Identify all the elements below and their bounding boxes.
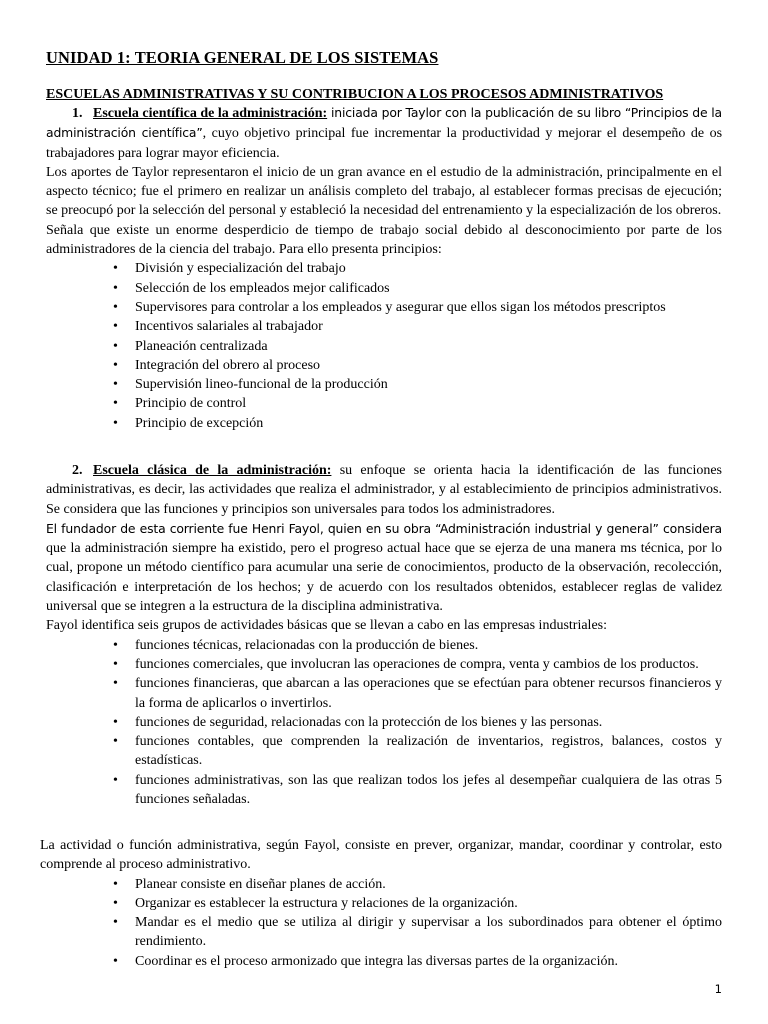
bullet-icon: •: [113, 319, 118, 335]
process-block: [40, 836, 722, 971]
section-1-intro: [46, 103, 722, 163]
section-2-number: 2.: [72, 463, 83, 478]
list-item: • Integración del obrero al proceso: [46, 356, 722, 375]
section-2-heading: Escuela clásica de la administración:: [93, 463, 332, 478]
list-item: • funciones financieras, que abarcan a las operaciones que se efectúan para obtener recursos financieros y la forma de aplicarlos o invertirlos.: [113, 676, 722, 711]
section-2-paragraph-3: Fayol identifica seis grupos de actividades básicas que se llevan a cabo en las empresas industriales:: [46, 618, 607, 634]
bullet-icon: •: [113, 953, 118, 969]
section-1-intro-rest: , cuyo objetivo principal fue incrementar la productividad y mejorar el desempeño de os trabajadores para lograr mayor eficiencia.: [46, 126, 723, 161]
fayol-rest: que la administración siempre ha existido, pero el progreso actual hace que se ejerza de una manera ms técnica, por lo cual, propone un método científico para acumular una serie de conocimientos, producto de la observación, recolección, clasificación e interpretación de los hechos; y de acuerdo con los resultados obtenidos, establecer reglas de validez universal que se integren a la estructura de la disciplina administrativa.: [46, 541, 722, 615]
list-item: • Principio de control: [46, 394, 722, 413]
list-item: • Planear consiste en diseñar planes de acción.: [46, 875, 722, 894]
list-item: • funciones comerciales, que involucran las operaciones de compra, venta y cambios de los productos.: [46, 655, 722, 674]
bullet-icon: •: [113, 676, 118, 692]
section-2-block: [46, 461, 722, 809]
list-item: • funciones contables, que comprenden la realización de inventarios, registros, balances, costos y estadísticas.: [113, 734, 722, 769]
section-2-intro: [46, 461, 722, 519]
bullet-icon: •: [113, 734, 118, 750]
bullet-icon: •: [113, 714, 118, 730]
list-item: • División y especialización del trabajo: [46, 259, 722, 278]
list-item: • funciones de seguridad, relacionadas con la protección de los bienes y las personas.: [46, 713, 722, 732]
bullet-icon: •: [113, 299, 118, 315]
list-item: • Supervisión lineo-funcional de la producción: [46, 375, 722, 394]
page-number: 1: [714, 982, 722, 996]
section-title: ESCUELAS ADMINISTRATIVAS Y SU CONTRIBUCION A LOS PROCESOS ADMINISTRATIVOS: [46, 87, 664, 102]
list-item: • Selección de los empleados mejor calificados: [46, 279, 722, 298]
bullet-icon: •: [113, 280, 118, 296]
principles-list: [46, 259, 722, 433]
functions-list: [46, 636, 722, 810]
fayol-lead: El fundador de esta corriente fue Henri Fayol, quien en su obra “Administración industrial y general” considera: [46, 520, 722, 536]
section-2-intro-text: su enfoque se orienta hacia la identificación de las funciones administrativas, es decir, las actividades que realiza el administrador, y al establecimiento de principios administrativos. Se considera que las funciones y principios son universales para todos los administradores.: [46, 463, 722, 517]
bullet-icon: •: [113, 396, 118, 412]
bullet-icon: •: [113, 895, 118, 911]
process-paragraph: La actividad o función administrativa, según Fayol, consiste en prever, organizar, mandar, coordinar y controlar, esto comprende al proceso administrativo.: [40, 838, 722, 873]
section-1-block: [46, 103, 722, 433]
list-item: • funciones técnicas, relacionadas con la producción de bienes.: [46, 636, 722, 655]
list-item: • Incentivos salariales al trabajador: [46, 317, 722, 336]
section-1-number: 1.: [72, 106, 83, 121]
list-item: • Organizar es establecer la estructura y relaciones de la organización.: [46, 894, 722, 913]
section-1-paragraph-3: Señala que existe un enorme desperdicio de tiempo de trabajo social debido al desconocimiento por parte de los administradores de la ciencia del trabajo. Para ello presenta principios:: [46, 222, 722, 258]
list-item: • Planeación centralizada: [46, 337, 722, 356]
bullet-icon: •: [113, 656, 118, 672]
section-1-heading: Escuela científica de la administración:: [93, 106, 328, 121]
list-item: • Mandar es el medio que se utiliza al dirigir y supervisar a los subordinados para obtener el óptimo rendimiento.: [113, 915, 722, 950]
list-item: • Coordinar es el proceso armonizado que integra las diversas partes de la organización.: [46, 952, 722, 971]
section-1-paragraph-2: Los aportes de Taylor representaron el inicio de un gran avance en el estudio de la administración, principalmente en el aspecto técnico; fue el primero en realizar un análisis completo del trabajo, al establecer formas precisas de ejecución; se preocupó por la selección del personal y estableció la necesidad del entrenamiento y la especialización de los obreros.: [46, 164, 722, 219]
list-item: • Principio de excepción: [46, 414, 722, 433]
bullet-icon: •: [113, 772, 118, 788]
bullet-icon: •: [113, 357, 118, 373]
unit-title: UNIDAD 1: TEORIA GENERAL DE LOS SISTEMAS: [46, 48, 439, 67]
bullet-icon: •: [113, 338, 118, 354]
section-1-book-intro: iniciada por Taylor con la publicación de su libro “Principios de la administración científica”: [46, 105, 722, 141]
list-item: • Supervisores para controlar a los empleados y asegurar que ellos sigan los métodos prescriptos: [46, 298, 722, 317]
bullet-icon: •: [113, 876, 118, 892]
list-item: • funciones administrativas, son las que realizan todos los jefes al desempeñar cualquiera de las otras 5 funciones señaladas.: [113, 772, 722, 808]
bullet-icon: •: [113, 377, 118, 393]
bullet-icon: •: [113, 415, 118, 431]
bullet-icon: •: [113, 637, 118, 653]
section-2-paragraph-2: [46, 519, 722, 616]
bullet-icon: •: [113, 915, 118, 931]
bullet-icon: •: [113, 261, 118, 277]
process-list: [46, 875, 722, 971]
